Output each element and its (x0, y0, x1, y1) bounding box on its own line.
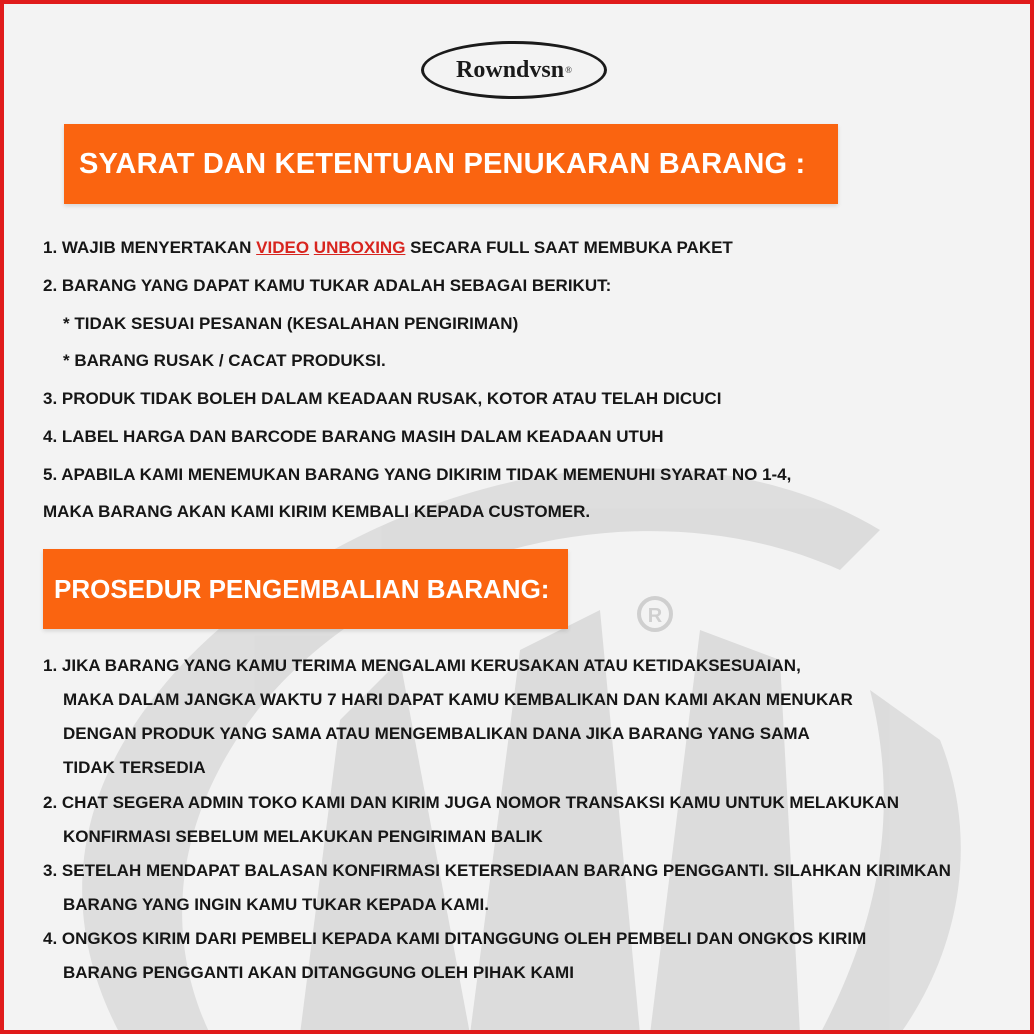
procedure-item-4a: 4. ONGKOS KIRIM DARI PEMBELI KEPADA KAMI DITANGGUNG OLEH PEMBELI DAN ONGKOS KIRIM (43, 929, 867, 948)
terms-item-1-text: 1. WAJIB MENYERTAKAN (43, 238, 257, 257)
terms-item-2a: * TIDAK SESUAI PESANAN (KESALAHAN PENGIRIMAN) (63, 314, 519, 333)
video-link[interactable]: VIDEO (256, 238, 310, 257)
terms-item-3: 3. PRODUK TIDAK BOLEH DALAM KEADAAN RUSAK, KOTOR ATAU TELAH DICUCI (43, 389, 722, 408)
terms-item-2: 2. BARANG YANG DAPAT KAMU TUKAR ADALAH SEBAGAI BERIKUT: (43, 276, 612, 295)
procedure-item-2b: KONFIRMASI SEBELUM MELAKUKAN PENGIRIMAN BALIK (63, 827, 543, 846)
procedure-item-1d: TIDAK TERSEDIA (63, 758, 206, 777)
terms-item-1-suffix: SECARA FULL SAAT MEMBUKA PAKET (405, 238, 733, 257)
procedure-item-3a: 3. SETELAH MENDAPAT BALASAN KONFIRMASI KETERSEDIAAN BARANG PENGGANTI. SILAHKAN KIRIMKAN (43, 861, 951, 880)
procedure-item-1b: MAKA DALAM JANGKA WAKTU 7 HARI DAPAT KAMU KEMBALIKAN DAN KAMI AKAN MENUKAR (63, 690, 853, 709)
terms-item-5a: 5. APABILA KAMI MENEMUKAN BARANG YANG DIKIRIM TIDAK MEMENUHI SYARAT NO 1-4, (43, 465, 792, 484)
procedure-item-1c: DENGAN PRODUK YANG SAMA ATAU MENGEMBALIKAN DANA JIKA BARANG YANG SAMA (63, 724, 810, 743)
brand-name: Rowndvsn (456, 56, 565, 83)
brand-logo (421, 41, 607, 99)
terms-title: SYARAT DAN KETENTUAN PENUKARAN BARANG : (79, 147, 806, 180)
terms-item-2b: * BARANG RUSAK / CACAT PRODUKSI. (63, 351, 386, 370)
svg-text:R: R (647, 605, 663, 627)
terms-item-4: 4. LABEL HARGA DAN BARCODE BARANG MASIH DALAM KEADAAN UTUH (43, 427, 664, 446)
terms-item-5b: MAKA BARANG AKAN KAMI KIRIM KEMBALI KEPADA CUSTOMER. (43, 502, 591, 521)
procedure-title: PROSEDUR PENGEMBALIAN BARANG: (54, 573, 550, 604)
terms-item-1 (43, 237, 733, 259)
registered-mark: ® (565, 65, 572, 75)
procedure-item-1a: 1. JIKA BARANG YANG KAMU TERIMA MENGALAMI KERUSAKAN ATAU KETIDAKSESUAIAN, (43, 656, 801, 675)
procedure-item-3b: BARANG YANG INGIN KAMU TUKAR KEPADA KAMI. (63, 895, 489, 914)
terms-banner (64, 124, 838, 204)
procedure-banner (43, 549, 568, 629)
procedure-item-2a: 2. CHAT SEGERA ADMIN TOKO KAMI DAN KIRIM JUGA NOMOR TRANSAKSI KAMU UNTUK MELAKUKAN (43, 793, 899, 812)
unboxing-link[interactable]: UNBOXING (313, 238, 406, 257)
procedure-item-4b: BARANG PENGGANTI AKAN DITANGGUNG OLEH PIHAK KAMI (63, 963, 574, 982)
